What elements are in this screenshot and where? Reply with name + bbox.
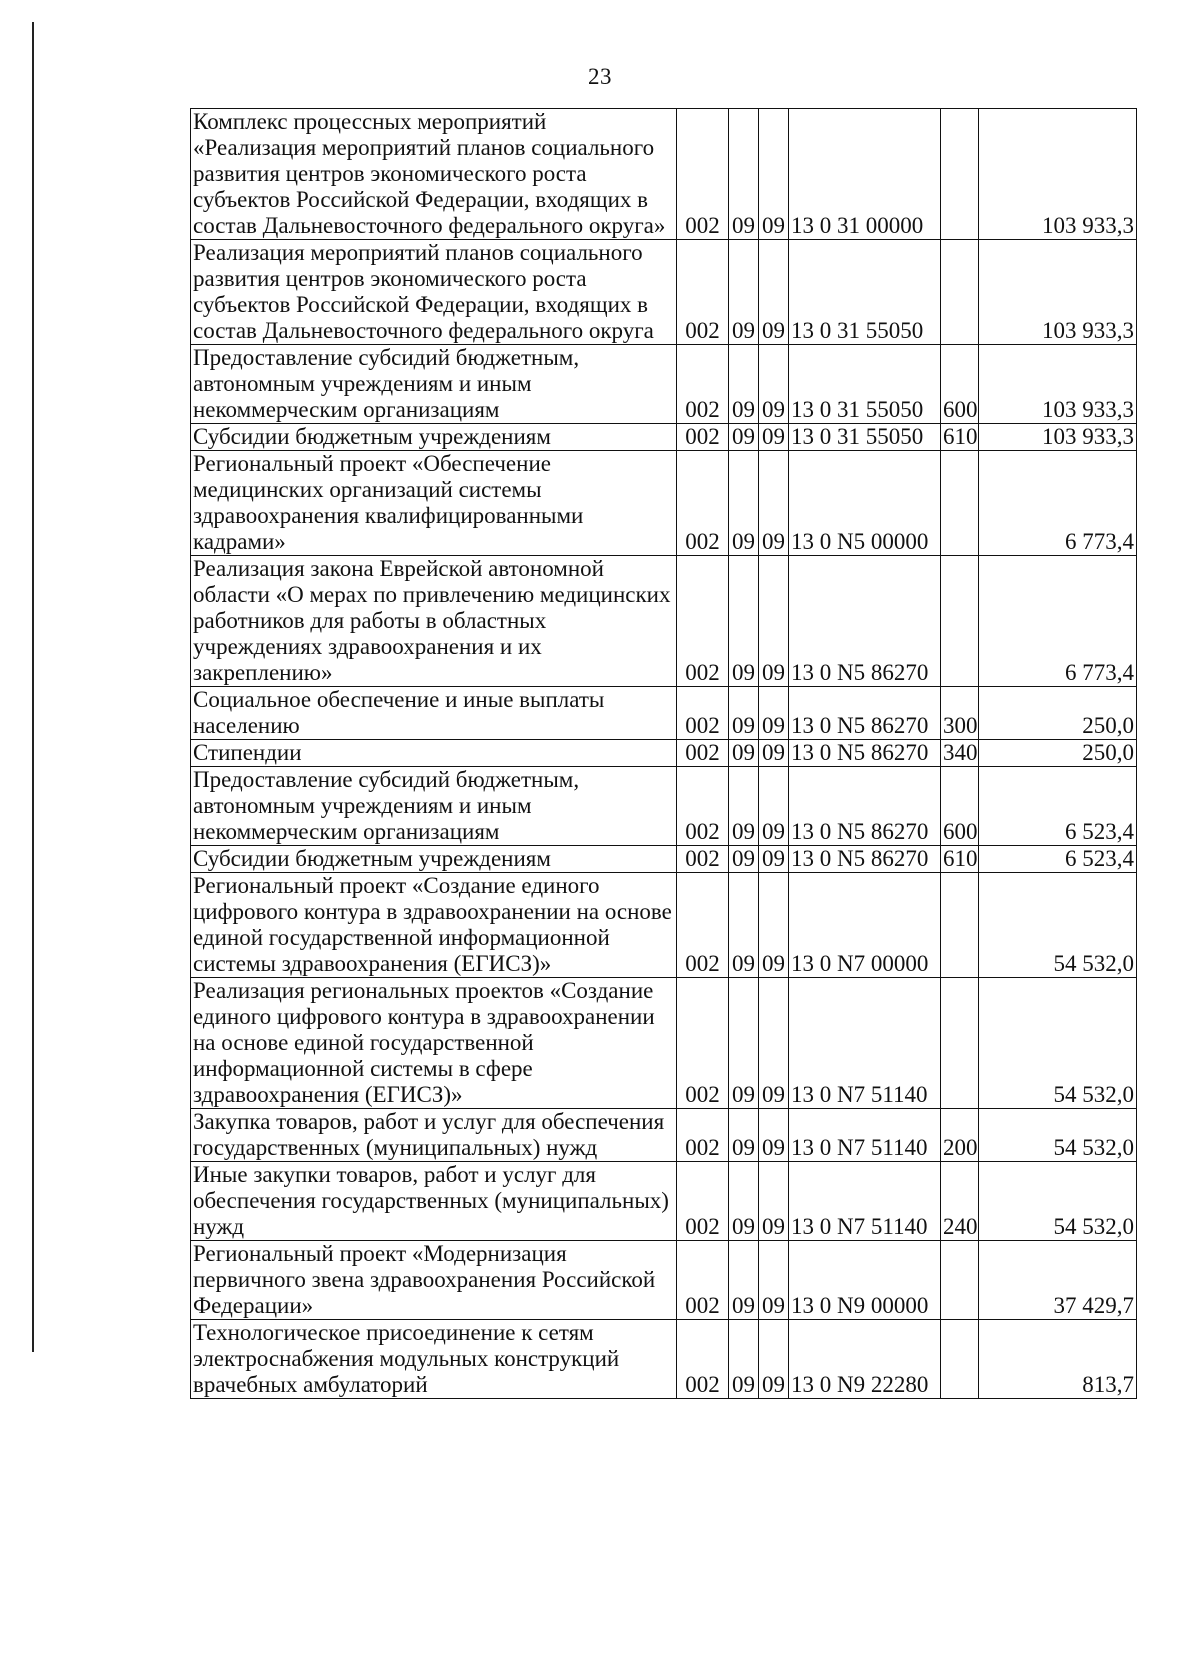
row-code: 002 [677, 1109, 729, 1162]
row-expense-type [941, 1241, 979, 1320]
row-amount: 103 933,3 [979, 424, 1137, 451]
row-section: 09 [729, 767, 759, 846]
row-code: 002 [677, 345, 729, 424]
row-amount: 6 523,4 [979, 846, 1137, 873]
row-section: 09 [729, 873, 759, 978]
row-name: Субсидии бюджетным учреждениям [191, 846, 677, 873]
row-amount: 37 429,7 [979, 1241, 1137, 1320]
row-amount: 250,0 [979, 740, 1137, 767]
row-name: Социальное обеспечение и иные выплаты населению [191, 687, 677, 740]
row-section: 09 [729, 1162, 759, 1241]
row-code: 002 [677, 740, 729, 767]
row-name: Региональный проект «Обеспечение медицинских организаций системы здравоохранения квалифицированными кадрами» [191, 451, 677, 556]
table-row [191, 424, 1137, 451]
row-name: Региональный проект «Создание единого цифрового контура в здравоохранении на основе единой государственной информационной системы здравоохранения (ЕГИСЗ)» [191, 873, 677, 978]
row-code: 002 [677, 424, 729, 451]
row-subsection: 09 [759, 1241, 789, 1320]
row-subsection: 09 [759, 1109, 789, 1162]
table-row [191, 556, 1137, 687]
row-target-article: 13 0 N5 86270 [789, 556, 941, 687]
table-row [191, 687, 1137, 740]
row-amount: 54 532,0 [979, 873, 1137, 978]
row-expense-type: 610 [941, 846, 979, 873]
table-row [191, 1241, 1137, 1320]
row-target-article: 13 0 N7 51140 [789, 1162, 941, 1241]
table-row [191, 451, 1137, 556]
row-code: 002 [677, 687, 729, 740]
row-section: 09 [729, 1109, 759, 1162]
row-section: 09 [729, 240, 759, 345]
row-expense-type [941, 109, 979, 240]
row-section: 09 [729, 109, 759, 240]
row-amount: 250,0 [979, 687, 1137, 740]
row-amount: 813,7 [979, 1320, 1137, 1399]
row-name: Закупка товаров, работ и услуг для обеспечения государственных (муниципальных) нужд [191, 1109, 677, 1162]
row-expense-type [941, 556, 979, 687]
row-code: 002 [677, 556, 729, 687]
row-target-article: 13 0 31 55050 [789, 240, 941, 345]
row-amount: 54 532,0 [979, 1109, 1137, 1162]
row-target-article: 13 0 N7 51140 [789, 1109, 941, 1162]
table-row [191, 1109, 1137, 1162]
row-code: 002 [677, 109, 729, 240]
row-section: 09 [729, 345, 759, 424]
row-name: Иные закупки товаров, работ и услуг для обеспечения государственных (муниципальных) нужд [191, 1162, 677, 1241]
row-target-article: 13 0 N7 00000 [789, 873, 941, 978]
row-section: 09 [729, 424, 759, 451]
row-subsection: 09 [759, 109, 789, 240]
row-code: 002 [677, 1162, 729, 1241]
row-name: Стипендии [191, 740, 677, 767]
row-code: 002 [677, 451, 729, 556]
row-section: 09 [729, 978, 759, 1109]
row-expense-type [941, 240, 979, 345]
row-expense-type [941, 873, 979, 978]
row-name: Технологическое присоединение к сетям электроснабжения модульных конструкций врачебных амбулаторий [191, 1320, 677, 1399]
table-row [191, 240, 1137, 345]
table-row [191, 740, 1137, 767]
row-target-article: 13 0 N5 86270 [789, 846, 941, 873]
row-name: Субсидии бюджетным учреждениям [191, 424, 677, 451]
table-row [191, 873, 1137, 978]
row-name: Реализация региональных проектов «Создание единого цифрового контура в здравоохранении на основе единой государственной информационной системы в сфере здравоохранения (ЕГИСЗ)» [191, 978, 677, 1109]
row-subsection: 09 [759, 424, 789, 451]
row-subsection: 09 [759, 451, 789, 556]
row-name: Комплекс процессных мероприятий «Реализация мероприятий планов социального развития центров экономического роста субъектов Российской Федерации, входящих в состав Дальневосточного федерального округа» [191, 109, 677, 240]
row-code: 002 [677, 240, 729, 345]
row-expense-type [941, 978, 979, 1109]
row-section: 09 [729, 846, 759, 873]
row-expense-type: 600 [941, 767, 979, 846]
row-subsection: 09 [759, 687, 789, 740]
row-target-article: 13 0 N9 00000 [789, 1241, 941, 1320]
row-code: 002 [677, 846, 729, 873]
table-row [191, 1162, 1137, 1241]
row-target-article: 13 0 31 00000 [789, 109, 941, 240]
row-subsection: 09 [759, 1162, 789, 1241]
row-expense-type: 200 [941, 1109, 979, 1162]
row-amount: 103 933,3 [979, 240, 1137, 345]
row-target-article: 13 0 31 55050 [789, 345, 941, 424]
row-expense-type: 610 [941, 424, 979, 451]
row-amount: 6 773,4 [979, 556, 1137, 687]
row-target-article: 13 0 N5 00000 [789, 451, 941, 556]
row-expense-type: 300 [941, 687, 979, 740]
row-expense-type: 340 [941, 740, 979, 767]
row-target-article: 13 0 31 55050 [789, 424, 941, 451]
row-code: 002 [677, 978, 729, 1109]
row-amount: 54 532,0 [979, 1162, 1137, 1241]
row-expense-type: 600 [941, 345, 979, 424]
row-section: 09 [729, 556, 759, 687]
row-name: Предоставление субсидий бюджетным, автономным учреждениям и иным некоммерческим организациям [191, 767, 677, 846]
row-subsection: 09 [759, 240, 789, 345]
row-target-article: 13 0 N5 86270 [789, 687, 941, 740]
row-section: 09 [729, 687, 759, 740]
row-amount: 6 523,4 [979, 767, 1137, 846]
row-code: 002 [677, 1241, 729, 1320]
row-amount: 54 532,0 [979, 978, 1137, 1109]
row-section: 09 [729, 1241, 759, 1320]
row-expense-type: 240 [941, 1162, 979, 1241]
row-code: 002 [677, 1320, 729, 1399]
row-subsection: 09 [759, 740, 789, 767]
row-expense-type [941, 451, 979, 556]
row-subsection: 09 [759, 556, 789, 687]
row-subsection: 09 [759, 978, 789, 1109]
row-name: Реализация мероприятий планов социального развития центров экономического роста субъектов Российской Федерации, входящих в состав Дальневосточного федерального округа [191, 240, 677, 345]
table-row [191, 978, 1137, 1109]
row-amount: 103 933,3 [979, 109, 1137, 240]
row-subsection: 09 [759, 1320, 789, 1399]
row-section: 09 [729, 740, 759, 767]
binding-margin-line [32, 22, 34, 1352]
row-subsection: 09 [759, 846, 789, 873]
row-subsection: 09 [759, 873, 789, 978]
row-code: 002 [677, 767, 729, 846]
budget-table [190, 108, 1137, 1399]
row-name: Предоставление субсидий бюджетным, автономным учреждениям и иным некоммерческим организациям [191, 345, 677, 424]
row-target-article: 13 0 N9 22280 [789, 1320, 941, 1399]
row-section: 09 [729, 1320, 759, 1399]
row-target-article: 13 0 N5 86270 [789, 740, 941, 767]
row-subsection: 09 [759, 767, 789, 846]
row-amount: 6 773,4 [979, 451, 1137, 556]
table-row [191, 767, 1137, 846]
row-name: Региональный проект «Модернизация первичного звена здравоохранения Российской Федерации» [191, 1241, 677, 1320]
row-target-article: 13 0 N7 51140 [789, 978, 941, 1109]
row-target-article: 13 0 N5 86270 [789, 767, 941, 846]
table-row [191, 1320, 1137, 1399]
row-expense-type [941, 1320, 979, 1399]
table-row [191, 345, 1137, 424]
page-number: 23 [588, 64, 612, 89]
row-name: Реализация закона Еврейской автономной области «О мерах по привлечению медицинских работников для работы в областных учреждениях здравоохранения и их закреплению» [191, 556, 677, 687]
row-subsection: 09 [759, 345, 789, 424]
table-row [191, 846, 1137, 873]
table-row [191, 109, 1137, 240]
row-section: 09 [729, 451, 759, 556]
row-code: 002 [677, 873, 729, 978]
row-amount: 103 933,3 [979, 345, 1137, 424]
